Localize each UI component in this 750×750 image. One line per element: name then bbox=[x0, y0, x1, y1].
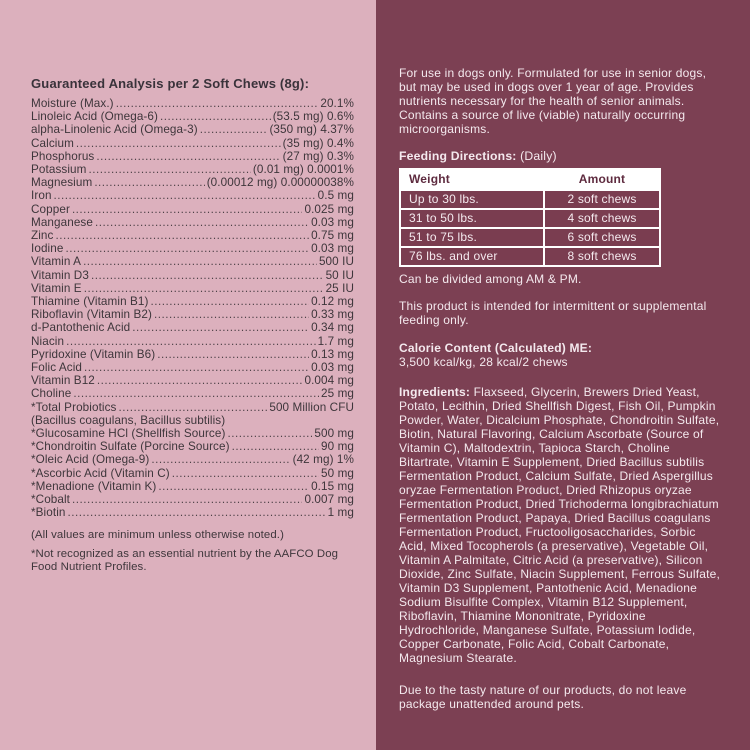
analysis-row bbox=[31, 506, 354, 519]
nutrient-name: *Biotin bbox=[31, 506, 66, 520]
feeding-table-row bbox=[400, 190, 660, 209]
nutrient-name: *Total Probiotics bbox=[31, 400, 117, 414]
analysis-row bbox=[31, 361, 354, 374]
nutrient-name: Vitamin E bbox=[31, 281, 82, 295]
nutrient-value: 90 mg bbox=[321, 440, 354, 454]
nutrient-name: Vitamin D3 bbox=[31, 268, 89, 282]
nutrient-name: Calcium bbox=[31, 136, 74, 150]
nutrient-name: Pyridoxine (Vitamin B6) bbox=[31, 347, 156, 361]
analysis-row bbox=[31, 150, 354, 163]
analysis-row bbox=[31, 295, 354, 308]
nutrient-value: 1.7 mg bbox=[317, 334, 354, 348]
feeding-directions-heading bbox=[399, 149, 723, 163]
feeding-table-cell: Up to 30 lbs. bbox=[400, 190, 544, 209]
nutrient-name: Thiamine (Vitamin B1) bbox=[31, 295, 149, 309]
directions-ingredients-panel bbox=[376, 0, 750, 750]
dot-leader bbox=[172, 467, 319, 480]
nutrient-name: Zinc bbox=[31, 229, 54, 243]
nutrient-value: 0.33 mg bbox=[311, 308, 354, 322]
ingredients-paragraph bbox=[399, 385, 723, 665]
dot-leader bbox=[227, 427, 312, 440]
nutrient-name: d-Pantothenic Acid bbox=[31, 321, 131, 335]
dot-leader bbox=[84, 282, 324, 295]
feeding-table-body bbox=[400, 190, 660, 266]
nutrient-name: Folic Acid bbox=[31, 361, 83, 375]
nutrient-value: 0.15 mg bbox=[311, 479, 354, 493]
feeding-table-cell: 4 soft chews bbox=[544, 209, 660, 228]
nutrient-value: 0.13 mg bbox=[311, 347, 354, 361]
dot-leader bbox=[72, 493, 302, 506]
nutrient-value: 0.007 mg bbox=[304, 493, 354, 507]
nutrient-value: 25 mg bbox=[321, 387, 354, 401]
nutrient-value: (27 mg) 0.3% bbox=[282, 149, 354, 163]
nutrient-name: Copper bbox=[31, 202, 70, 216]
dot-leader bbox=[76, 137, 281, 150]
analysis-row bbox=[31, 348, 354, 361]
dot-leader bbox=[84, 361, 309, 374]
nutrient-value: 1 mg bbox=[327, 506, 354, 520]
feeding-table-cell: 8 soft chews bbox=[544, 247, 660, 266]
nutrient-value: 25 IU bbox=[325, 281, 354, 295]
nutrient-name: Potassium bbox=[31, 163, 87, 177]
feeding-directions-label: Feeding Directions: bbox=[399, 149, 517, 163]
nutrient-name: Linoleic Acid (Omega-6) bbox=[31, 110, 159, 124]
nutrient-value: 0.03 mg bbox=[311, 215, 354, 229]
dot-leader bbox=[97, 374, 303, 387]
nutrient-value: 0.12 mg bbox=[311, 295, 354, 309]
nutrient-value: (42 mg) 1% bbox=[292, 453, 354, 467]
analysis-row bbox=[31, 242, 354, 255]
dot-leader bbox=[232, 440, 319, 453]
dot-leader bbox=[160, 110, 271, 123]
dot-leader bbox=[116, 97, 319, 110]
nutrient-name: Manganese bbox=[31, 215, 93, 229]
dot-leader bbox=[151, 295, 310, 308]
analysis-row bbox=[31, 467, 354, 480]
analysis-list bbox=[31, 97, 354, 520]
feeding-table-cell: 31 to 50 lbs. bbox=[400, 209, 544, 228]
analysis-row bbox=[31, 110, 354, 123]
analysis-row bbox=[31, 229, 354, 242]
dot-leader bbox=[72, 203, 303, 216]
nutrient-value: 0.75 mg bbox=[311, 229, 354, 243]
nutrient-name: *Glucosamine HCl (Shellfish Source) bbox=[31, 427, 226, 441]
feeding-table-header-cell: Amount bbox=[544, 169, 660, 190]
nutrient-name: Phosphorus bbox=[31, 149, 95, 163]
dot-leader bbox=[157, 348, 309, 361]
nutrient-name: Vitamin B12 bbox=[31, 374, 95, 388]
analysis-row bbox=[31, 427, 354, 440]
dot-leader bbox=[158, 480, 309, 493]
nutrient-value: 20.1% bbox=[320, 97, 354, 110]
calorie-content-value: 3,500 kcal/kg, 28 kcal/2 chews bbox=[399, 355, 568, 369]
divided-note: Can be divided among AM & PM. bbox=[399, 272, 582, 286]
analysis-row bbox=[31, 453, 354, 466]
dot-leader bbox=[96, 150, 280, 163]
nutrient-value: 0.004 mg bbox=[304, 374, 354, 388]
analysis-row bbox=[31, 414, 354, 427]
dot-leader bbox=[151, 453, 290, 466]
dot-leader bbox=[65, 242, 309, 255]
analysis-row bbox=[31, 97, 354, 110]
analysis-row bbox=[31, 269, 354, 282]
nutrient-value: 0.5 mg bbox=[317, 189, 354, 203]
analysis-row bbox=[31, 480, 354, 493]
analysis-row bbox=[31, 203, 354, 216]
feeding-table-head bbox=[400, 169, 660, 190]
feeding-table-row bbox=[400, 247, 660, 266]
nutrient-name: Iron bbox=[31, 189, 52, 203]
analysis-row bbox=[31, 282, 354, 295]
nutrient-name: Niacin bbox=[31, 334, 65, 348]
nutrient-name: Riboflavin (Vitamin B2) bbox=[31, 308, 152, 322]
dot-leader bbox=[119, 401, 268, 414]
dot-leader bbox=[132, 321, 309, 334]
analysis-row bbox=[31, 189, 354, 202]
nutrient-value: (0.00012 mg) 0.00000038% bbox=[206, 176, 354, 190]
nutrient-value: 50 IU bbox=[325, 268, 354, 282]
nutrient-name: *Ascorbic Acid (Vitamin C) bbox=[31, 466, 170, 480]
nutrient-name: Iodine bbox=[31, 242, 64, 256]
nutrient-name: Vitamin A bbox=[31, 255, 82, 269]
analysis-row bbox=[31, 176, 354, 189]
analysis-row bbox=[31, 440, 354, 453]
ingredients-text: Flaxseed, Glycerin, Brewers Dried Yeast, Potato, Lecithin, Dried Shellfish Digest, Fish Oil, Pumpkin Powder, Water, Dicalcium Phosphate, Chondroitin Sulfate, Biotin, Natural Flavoring, Calcium Ascorbate (Source of Vitamin C), Maltodextrin, Tapioca Starch, Choline Bitartrate, Vitamin E Supplement, Dried Bacillus subtilis Fermentation Product, Calcium Sulfate, Dried Aspergillus oryzae Fermentation Product, Dried Rhizopus oryzae Fermentation Product, Dried Trichoderma longibrachiatum Fermentation Product, Papaya, Dried Bacillus coagulans Fermentation Product, Fructooligosaccharides, Sorbic Acid, Mixed Tocopherols (a preservative), Vegetable Oil, Vitamin A Palmitate, Citric Acid (a preservative), Silicon Dioxide, Zinc Sulfate, Niacin Supplement, Ferrous Sulfate, Vitamin D3 Supplement, Pantothenic Acid, Menadione Sodium Bisulfite Complex, Vitamin B12 Supplement, Riboflavin, Thiamine Mononitrate, Pyridoxine Hydrochloride, Manganese Sulfate, Potassium Iodide, Copper Carbonate, Folic Acid, Cobalt Carbonate, Magnesium Stearate. bbox=[399, 385, 721, 665]
nutrient-value: 500 IU bbox=[318, 255, 354, 269]
nutrient-value: 500 Million CFU bbox=[269, 400, 354, 414]
analysis-footnote: (All values are minimum unless otherwise noted.) bbox=[31, 528, 284, 541]
dot-leader bbox=[154, 308, 309, 321]
feeding-table-cell: 76 lbs. and over bbox=[400, 247, 544, 266]
analysis-row bbox=[31, 374, 354, 387]
dot-leader bbox=[94, 176, 204, 189]
nutrient-value: 50 mg bbox=[321, 466, 354, 480]
feeding-table-cell: 2 soft chews bbox=[544, 190, 660, 209]
feeding-table-row bbox=[400, 209, 660, 228]
analysis-row bbox=[31, 493, 354, 506]
usage-statement: For use in dogs only. Formulated for use in senior dogs, but may be used in dogs over 1 year of age. Provides nutrients necessary for the health of senior animals. Contains a source of live (viable) naturally occurring microorganisms. bbox=[399, 66, 707, 136]
dot-leader bbox=[88, 163, 250, 176]
ingredients-label: Ingredients: bbox=[399, 385, 471, 399]
analysis-row bbox=[31, 387, 354, 400]
nutrient-name: (Bacillus coagulans, Bacillus subtilis) bbox=[31, 413, 226, 427]
nutrient-name: *Menadione (Vitamin K) bbox=[31, 479, 157, 493]
dot-leader bbox=[83, 255, 317, 268]
nutrient-name: Magnesium bbox=[31, 176, 93, 190]
caution-statement: Due to the tasty nature of our products, do not leave package unattended around pets. bbox=[399, 683, 687, 711]
analysis-row bbox=[31, 163, 354, 176]
guaranteed-analysis-title: Guaranteed Analysis per 2 Soft Chews (8g): bbox=[31, 76, 310, 91]
nutrient-value: 500 mg bbox=[314, 427, 354, 441]
analysis-row bbox=[31, 335, 354, 348]
feeding-table-header-row bbox=[400, 169, 660, 190]
dot-leader bbox=[91, 269, 324, 282]
nutrient-name: *Oleic Acid (Omega-9) bbox=[31, 453, 150, 467]
nutrient-value: (53.5 mg) 0.6% bbox=[272, 110, 354, 124]
feeding-directions-table bbox=[399, 168, 661, 267]
feeding-table-row bbox=[400, 228, 660, 247]
analysis-footnote: *Not recognized as an essential nutrient by the AAFCO Dog Food Nutrient Profiles. bbox=[31, 547, 339, 573]
nutrient-value: (0.01 mg) 0.0001% bbox=[252, 163, 354, 177]
dot-leader bbox=[73, 387, 319, 400]
calorie-content-heading: Calorie Content (Calculated) ME: bbox=[399, 341, 593, 355]
nutrient-value: 0.025 mg bbox=[304, 202, 354, 216]
nutrient-name: Moisture (Max.) bbox=[31, 97, 114, 110]
dot-leader bbox=[55, 229, 309, 242]
nutrient-value: 0.34 mg bbox=[311, 321, 354, 335]
nutrient-value: 0.03 mg bbox=[311, 242, 354, 256]
nutrient-value: 0.03 mg bbox=[311, 361, 354, 375]
analysis-row bbox=[31, 401, 354, 414]
nutrient-name: Choline bbox=[31, 387, 72, 401]
feeding-table-cell: 6 soft chews bbox=[544, 228, 660, 247]
feeding-directions-suffix: (Daily) bbox=[516, 149, 557, 163]
nutrient-name: alpha-Linolenic Acid (Omega-3) bbox=[31, 123, 198, 137]
intermittent-feeding-note: This product is intended for intermittent or supplemental feeding only. bbox=[399, 299, 707, 327]
analysis-row bbox=[31, 137, 354, 150]
analysis-footnotes bbox=[31, 529, 354, 575]
analysis-row bbox=[31, 123, 354, 136]
dot-leader bbox=[95, 216, 309, 229]
dot-leader bbox=[200, 123, 268, 136]
dot-leader bbox=[66, 335, 316, 348]
feeding-table-header-cell: Weight bbox=[400, 169, 544, 190]
dot-leader bbox=[54, 189, 316, 202]
analysis-row bbox=[31, 216, 354, 229]
nutrient-value: (350 mg) 4.37% bbox=[269, 123, 354, 137]
nutrient-value: (35 mg) 0.4% bbox=[282, 136, 354, 150]
analysis-row bbox=[31, 255, 354, 268]
analysis-row bbox=[31, 308, 354, 321]
nutrient-name: *Chondroitin Sulfate (Porcine Source) bbox=[31, 440, 230, 454]
dot-leader bbox=[67, 506, 325, 519]
nutrient-name: *Cobalt bbox=[31, 493, 71, 507]
feeding-table-cell: 51 to 75 lbs. bbox=[400, 228, 544, 247]
analysis-row bbox=[31, 321, 354, 334]
